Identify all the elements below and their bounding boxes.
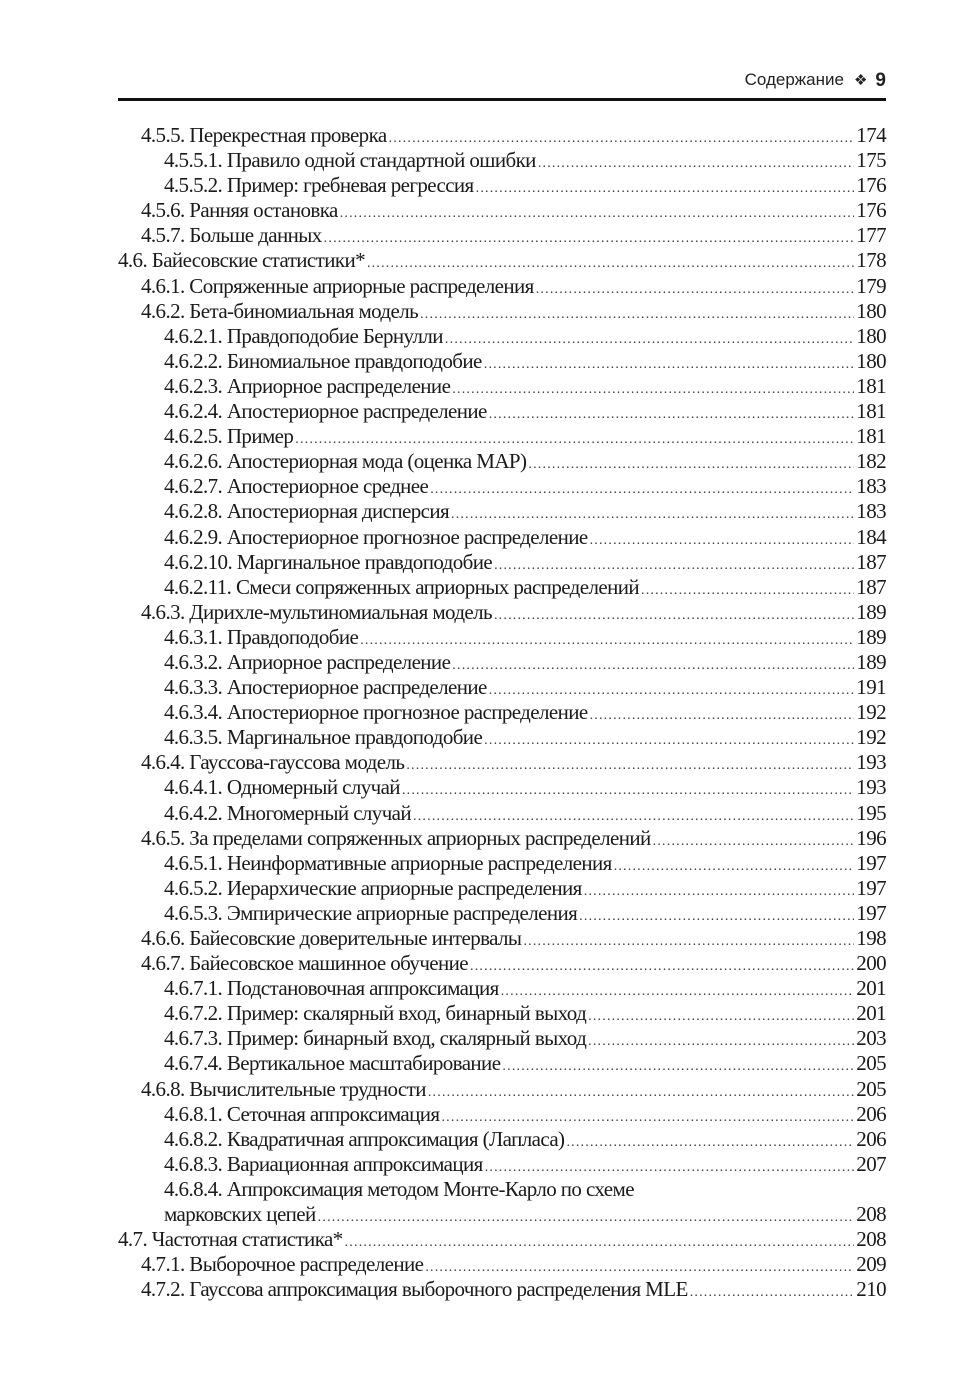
dot-leader (653, 829, 855, 854)
dot-leader (590, 528, 855, 553)
toc-entry[interactable] (118, 1077, 886, 1102)
dot-leader (588, 1029, 854, 1054)
toc-entry[interactable] (118, 324, 886, 349)
toc-entry-title: 4.6.7.4. Вертикальное масштабирование (164, 1051, 501, 1076)
toc-entry-page: 196 (856, 825, 886, 850)
toc-entry-title: марковских цепей (164, 1202, 316, 1227)
toc-entry[interactable] (118, 1051, 886, 1076)
dot-leader (452, 377, 854, 402)
toc-entry[interactable] (118, 525, 886, 550)
toc-entry-title: 4.5.7. Больше данных (141, 223, 322, 248)
dot-leader (489, 402, 855, 427)
toc-entry-title: 4.7. Частотная статистика* (118, 1227, 343, 1252)
toc-entry-title: 4.6. Байесовские статистики* (118, 248, 365, 273)
toc-entry-title: 4.6.2.1. Правдоподобие Бернулли (164, 323, 443, 348)
toc-entry-page: 181 (856, 399, 886, 424)
toc-entry-page: 200 (856, 951, 886, 976)
toc-entry[interactable] (118, 675, 886, 700)
toc-entry-title: 4.6.8.3. Вариационная аппроксимация (164, 1151, 483, 1176)
toc-entry-title: 4.6.2.8. Апостериорная дисперсия (164, 499, 450, 524)
toc-entry-title: 4.6.5. За пределами сопряженных априорных распределений (141, 825, 651, 850)
toc-entry[interactable] (118, 851, 886, 876)
toc-entry-page: 192 (856, 700, 886, 725)
running-header (118, 70, 886, 101)
toc-entry-title: 4.6.5.1. Неинформативные априорные распределения (164, 850, 612, 875)
header-section-title: Содержание (744, 70, 844, 89)
toc-entry-page: 189 (856, 624, 886, 649)
dot-leader (452, 653, 854, 678)
toc-entry-title: 4.6.8.4. Аппроксимация методом Монте-Карло по схеме (164, 1176, 634, 1201)
toc-entry-page: 195 (856, 800, 886, 825)
toc-entry-page: 191 (856, 675, 886, 700)
toc-entry[interactable] (118, 1202, 886, 1227)
dot-leader (476, 176, 855, 201)
dot-leader (428, 1080, 854, 1105)
dot-leader (484, 352, 855, 377)
toc-entry-page: 183 (856, 499, 886, 524)
toc-entry-title: 4.6.7.3. Пример: бинарный вход, скалярный выход (164, 1026, 587, 1051)
toc-entry-title: 4.6.6. Байесовские доверительные интервалы (141, 926, 522, 950)
toc-entry-page: 184 (856, 524, 886, 549)
toc-entry-title: 4.6.7.2. Пример: скалярный вход, бинарный выход (164, 1001, 587, 1026)
toc-entry-page: 206 (856, 1101, 886, 1126)
toc-entry-page: 180 (856, 348, 886, 373)
toc-entry-page: 201 (856, 1001, 886, 1026)
toc-entry-title: 4.5.5. Перекрестная проверка (141, 123, 387, 147)
dot-leader (406, 753, 854, 778)
toc-entry-title: 4.5.5.1. Правило одной стандартной ошибки (164, 148, 536, 173)
toc-entry-title: 4.6.3.4. Апостериорное прогнозное распределение (164, 700, 588, 725)
dot-leader (494, 603, 854, 628)
toc-entry-page: 197 (856, 900, 886, 925)
dot-leader (588, 1004, 854, 1029)
dot-leader (318, 1205, 855, 1230)
dot-leader (523, 929, 854, 954)
toc-entry-page: 198 (856, 926, 886, 950)
toc-entry[interactable] (118, 374, 886, 399)
toc-entry-title: 4.7.1. Выборочное распределение (141, 1252, 424, 1277)
toc-entry-page: 189 (856, 599, 886, 624)
dot-leader (690, 1280, 855, 1305)
toc-entry-page: 210 (856, 1277, 886, 1302)
dot-leader (538, 151, 854, 176)
dot-leader (536, 277, 855, 302)
toc-entry-page: 208 (856, 1227, 886, 1252)
toc-entry-page: 177 (856, 223, 886, 248)
toc-entry[interactable] (118, 1152, 886, 1177)
toc-entry-title: 4.6.2. Бета-биномиальная модель (141, 298, 419, 323)
dot-leader (502, 1054, 854, 1079)
dot-leader (614, 854, 855, 879)
dot-leader (402, 778, 854, 803)
toc-entry[interactable] (118, 248, 886, 273)
toc-entry[interactable] (118, 399, 886, 424)
toc-entry-page: 178 (856, 248, 886, 273)
toc-entry-page: 181 (856, 424, 886, 449)
toc-entry-page: 203 (856, 1026, 886, 1051)
toc-entry-title: 4.6.8.1. Сеточная аппроксимация (164, 1101, 440, 1126)
toc-entry-page: 189 (856, 649, 886, 674)
toc-entry[interactable] (118, 1277, 886, 1302)
toc-entry[interactable] (118, 424, 886, 449)
toc-entry[interactable] (118, 976, 886, 1001)
dot-leader (566, 1130, 854, 1155)
toc-entry-page: 187 (856, 549, 886, 574)
toc-entry-title: 4.6.8. Вычислительные трудности (141, 1076, 426, 1101)
toc-entry[interactable] (118, 1102, 886, 1127)
toc-entry-title: 4.6.2.10. Маргинальное правдоподобие (164, 549, 493, 574)
toc-entry-title: 4.5.6. Ранняя остановка (141, 198, 338, 223)
toc-entry[interactable] (118, 750, 886, 775)
toc-entry-title: 4.6.3.5. Маргинальное правдоподобие (164, 725, 483, 750)
toc-entry-title: 4.6.2.6. Апостериорная мода (оценка MAP) (164, 449, 527, 474)
toc-entry[interactable] (118, 1026, 886, 1051)
dot-leader (590, 703, 855, 728)
toc-entry[interactable] (118, 499, 886, 524)
toc-entry-title: 4.6.3. Дирихле-мультиномиальная модель (141, 599, 492, 624)
dot-leader (528, 452, 854, 477)
toc-entry[interactable] (118, 299, 886, 324)
toc-entry-title: 4.6.2.5. Пример (164, 424, 294, 449)
toc-entry-page: 179 (856, 273, 886, 298)
toc-entry[interactable] (118, 1177, 886, 1202)
toc-entry-title: 4.6.3.1. Правдоподобие (164, 624, 359, 649)
toc-entry[interactable] (118, 876, 886, 901)
toc-entry[interactable] (118, 198, 886, 223)
toc-entry[interactable] (118, 1227, 886, 1252)
toc-entry[interactable] (118, 901, 886, 926)
toc-entry[interactable] (118, 826, 886, 851)
toc-entry-title: 4.6.3.2. Априорное распределение (164, 649, 451, 674)
toc-entry-page: 187 (856, 574, 886, 599)
toc-entry[interactable] (118, 926, 886, 951)
toc-entry-title: 4.6.7. Байесовское машинное обучение (141, 951, 469, 976)
dot-leader (324, 226, 855, 251)
toc-entry-title: 4.6.4.2. Многомерный случай (164, 800, 412, 825)
toc-entry-page: 193 (856, 750, 886, 775)
dot-leader (641, 578, 854, 603)
page-number: 9 (875, 70, 886, 91)
toc-entry-title: 4.6.2.11. Смеси сопряженных априорных распределений (164, 574, 639, 599)
ornament-icon: ❖ (853, 72, 868, 89)
toc-entry[interactable] (118, 274, 886, 299)
toc-entry[interactable] (118, 173, 886, 198)
toc-entry[interactable] (118, 123, 886, 148)
dot-leader (420, 302, 854, 327)
toc-entry-page: 206 (856, 1126, 886, 1151)
toc-entry-title: 4.6.7.1. Подстановочная аппроксимация (164, 976, 499, 1001)
toc-entry-title: 4.6.2.7. Апостериорное среднее (164, 474, 429, 499)
toc-entry-page: 182 (856, 449, 886, 474)
toc-entry-title: 4.6.4.1. Одномерный случай (164, 775, 400, 800)
toc-entry-page: 176 (856, 198, 886, 223)
toc-entry-title: 4.7.2. Гауссова аппроксимация выборочного распределения MLE (141, 1277, 688, 1302)
toc-entry[interactable] (118, 801, 886, 826)
toc-entry-page: 208 (856, 1202, 886, 1227)
toc-entry-title: 4.6.2.2. Биномиальное правдоподобие (164, 348, 482, 373)
toc-entry[interactable] (118, 550, 886, 575)
toc-entry-page: 181 (856, 373, 886, 398)
dot-leader (584, 879, 855, 904)
toc-entry[interactable] (118, 1001, 886, 1026)
toc-entry-title: 4.6.5.3. Эмпирические априорные распределения (164, 900, 578, 925)
toc-entry-title: 4.6.4. Гауссова-гауссова модель (141, 750, 405, 775)
toc-entry[interactable] (118, 725, 886, 750)
toc-entry[interactable] (118, 625, 886, 650)
table-of-contents (118, 123, 886, 1302)
toc-entry-page: 176 (856, 173, 886, 198)
dot-leader (470, 954, 854, 979)
toc-entry-title: 4.6.3.3. Апостериорное распределение (164, 675, 487, 700)
toc-entry-page: 193 (856, 775, 886, 800)
toc-entry[interactable] (118, 951, 886, 976)
toc-entry-page: 205 (856, 1076, 886, 1101)
dot-leader (445, 327, 854, 352)
dot-leader (430, 477, 854, 502)
dot-leader (579, 904, 854, 929)
toc-entry[interactable] (118, 449, 886, 474)
dot-leader (340, 201, 855, 226)
toc-entry[interactable] (118, 148, 886, 173)
toc-entry-page: 197 (856, 875, 886, 900)
toc-entry-page: 183 (856, 474, 886, 499)
toc-entry[interactable] (118, 575, 886, 600)
toc-entry[interactable] (118, 349, 886, 374)
toc-entry[interactable] (118, 223, 886, 248)
toc-entry[interactable] (118, 1252, 886, 1277)
dot-leader (484, 728, 854, 753)
toc-entry[interactable] (118, 474, 886, 499)
toc-entry-title: 4.6.8.2. Квадратичная аппроксимация (Лапласа) (164, 1126, 565, 1151)
toc-entry-page: 174 (856, 123, 886, 147)
toc-entry-page: 180 (856, 323, 886, 348)
toc-entry-page: 205 (856, 1051, 886, 1076)
toc-entry[interactable] (118, 650, 886, 675)
toc-entry-page: 180 (856, 298, 886, 323)
toc-entry-page: 192 (856, 725, 886, 750)
toc-entry-title: 4.6.2.9. Апостериорное прогнозное распределение (164, 524, 588, 549)
toc-entry[interactable] (118, 775, 886, 800)
toc-entry[interactable] (118, 600, 886, 625)
toc-entry-title: 4.6.5.2. Иерархические априорные распределения (164, 875, 582, 900)
toc-entry-page: 201 (856, 976, 886, 1001)
toc-entry-title: 4.6.2.4. Апостериорное распределение (164, 399, 487, 424)
toc-entry[interactable] (118, 700, 886, 725)
toc-entry-page: 175 (856, 148, 886, 173)
toc-entry-page: 209 (856, 1252, 886, 1277)
toc-entry-title: 4.5.5.2. Пример: гребневая регрессия (164, 173, 474, 198)
toc-entry-page: 197 (856, 850, 886, 875)
toc-entry-title: 4.6.2.3. Априорное распределение (164, 373, 451, 398)
toc-entry-page: 207 (856, 1151, 886, 1176)
toc-entry[interactable] (118, 1127, 886, 1152)
toc-entry-title: 4.6.1. Сопряженные априорные распределения (141, 273, 534, 298)
